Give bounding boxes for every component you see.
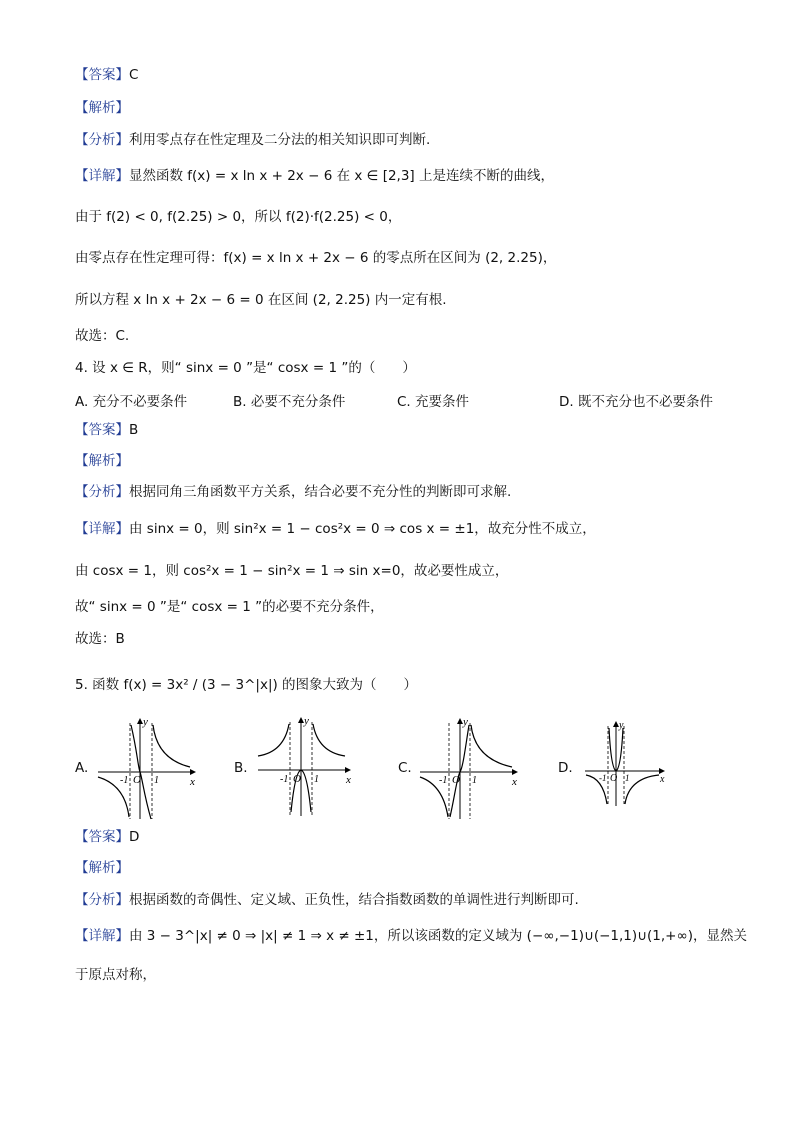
graph-option-d bbox=[583, 718, 668, 808]
q3-choose: 故选：C. bbox=[75, 328, 130, 344]
q5-option-label-b: B. bbox=[234, 760, 248, 776]
fenxi-text: 根据函数的奇偶性、定义域、正负性，结合指数函数的单调性进行判断即可. bbox=[129, 892, 579, 908]
q4-option-c: C. 充要条件 bbox=[397, 394, 470, 410]
q3-detail-line2: 由于 f(2) < 0, f(2.25) > 0，所以 f(2)·f(2.25) < 0， bbox=[75, 209, 402, 225]
analysis-tag: 【解析】 bbox=[75, 860, 129, 876]
answer-value: D bbox=[129, 829, 140, 845]
q5-option-label-a: A. bbox=[75, 760, 89, 776]
axis-x-label: x bbox=[512, 776, 517, 788]
q5-fenxi-line bbox=[75, 891, 579, 909]
detail-text: 由 sinx = 0，则 sin²x = 1 − cos²x = 0 ⇒ cos x = ±1，故充分性不成立， bbox=[129, 521, 596, 537]
fenxi-tag: 【分析】 bbox=[75, 892, 129, 908]
q4-options bbox=[75, 390, 735, 408]
q4-option-a: A. 充分不必要条件 bbox=[75, 394, 188, 410]
answer-tag: 【答案】 bbox=[75, 829, 129, 845]
answer-tag: 【答案】 bbox=[75, 422, 129, 438]
q4-detail-line2: 由 cosx = 1，则 cos²x = 1 − sin²x = 1 ⇒ sin x=0，故必要性成立， bbox=[75, 563, 509, 579]
q5-stem: 5. 函数 f(x) = 3x² / (3 − 3^|x|) 的图象大致为（ ） bbox=[75, 677, 418, 693]
q4-option-d: D. 既不充分也不必要条件 bbox=[559, 394, 713, 410]
tick-pos-label: 1 bbox=[314, 774, 319, 785]
detail-tag: 【详解】 bbox=[75, 928, 129, 944]
q4-answer-line bbox=[75, 421, 138, 439]
graph-option-b bbox=[253, 712, 358, 817]
detail-tag: 【详解】 bbox=[75, 521, 129, 537]
axis-y-label: y bbox=[143, 716, 148, 728]
q5-answer-line bbox=[75, 828, 139, 846]
q3-detail-line4: 所以方程 x ln x + 2x − 6 = 0 在区间 (2, 2.25) 内一定有根. bbox=[75, 292, 447, 308]
origin-label: O bbox=[610, 773, 618, 784]
q4-analysis-heading bbox=[75, 452, 129, 470]
tick-neg-label: -1 bbox=[280, 774, 289, 785]
q5-detail-line2: 于原点对称， bbox=[75, 967, 156, 983]
q5-analysis-heading bbox=[75, 859, 129, 877]
fenxi-text: 利用零点存在性定理及二分法的相关知识即可判断. bbox=[129, 132, 431, 148]
axis-x-label: x bbox=[346, 774, 351, 786]
axis-y-label: y bbox=[463, 716, 468, 728]
tick-neg-label: -1 bbox=[120, 775, 129, 786]
axis-x-label: x bbox=[660, 774, 665, 785]
q3-answer-line bbox=[75, 66, 138, 84]
tick-pos-label: 1 bbox=[472, 775, 477, 786]
tick-pos-label: 1 bbox=[625, 773, 630, 783]
q3-analysis-heading bbox=[75, 99, 129, 117]
q5-detail-line1 bbox=[75, 927, 747, 945]
detail-text: 显然函数 f(x) = x ln x + 2x − 6 在 x ∈ [2,3] 上是连续不断的曲线， bbox=[129, 168, 554, 184]
q4-option-b: B. 必要不充分条件 bbox=[233, 394, 346, 410]
analysis-tag: 【解析】 bbox=[75, 453, 129, 469]
q4-stem: 4. 设 x ∈ R，则“ sinx = 0 ”是“ cosx = 1 ”的（ ） bbox=[75, 360, 416, 376]
fenxi-tag: 【分析】 bbox=[75, 484, 129, 500]
detail-text: 由 3 − 3^|x| ≠ 0 ⇒ |x| ≠ 1 ⇒ x ≠ ±1，所以该函数的定义域为 (−∞,−1)∪(−1,1)∪(1,+∞)，显然关 bbox=[129, 928, 748, 944]
q5-option-label-d: D. bbox=[558, 760, 573, 776]
q3-fenxi-line bbox=[75, 131, 430, 149]
q4-fenxi-line bbox=[75, 483, 511, 501]
origin-label: O bbox=[293, 773, 301, 785]
fenxi-tag: 【分析】 bbox=[75, 132, 129, 148]
q4-detail-line1 bbox=[75, 520, 596, 538]
axis-y-label: y bbox=[304, 715, 309, 727]
q3-detail-line1 bbox=[75, 167, 554, 185]
graph-option-a bbox=[90, 715, 200, 820]
answer-tag: 【答案】 bbox=[75, 67, 129, 83]
tick-pos-label: 1 bbox=[154, 775, 159, 786]
origin-label: O bbox=[452, 774, 460, 786]
graph-option-c bbox=[412, 715, 522, 820]
q3-detail-line3: 由零点存在性定理可得：f(x) = x ln x + 2x − 6 的零点所在区间为 (2, 2.25)， bbox=[75, 250, 557, 266]
axis-x-label: x bbox=[190, 776, 195, 788]
answer-value: B bbox=[129, 422, 139, 438]
fenxi-text: 根据同角三角函数平方关系，结合必要不充分性的判断即可求解. bbox=[129, 484, 512, 500]
q4-choose: 故选：B bbox=[75, 631, 125, 647]
tick-neg-label: -1 bbox=[439, 775, 448, 786]
tick-neg-label: -1 bbox=[599, 773, 607, 783]
detail-tag: 【详解】 bbox=[75, 168, 129, 184]
origin-label: O bbox=[133, 774, 141, 786]
answer-value: C bbox=[129, 67, 139, 83]
axis-y-label: y bbox=[619, 720, 624, 731]
analysis-tag: 【解析】 bbox=[75, 100, 129, 116]
q5-option-label-c: C. bbox=[398, 760, 412, 776]
q4-detail-line3: 故“ sinx = 0 ”是“ cosx = 1 ”的必要不充分条件， bbox=[75, 599, 384, 615]
